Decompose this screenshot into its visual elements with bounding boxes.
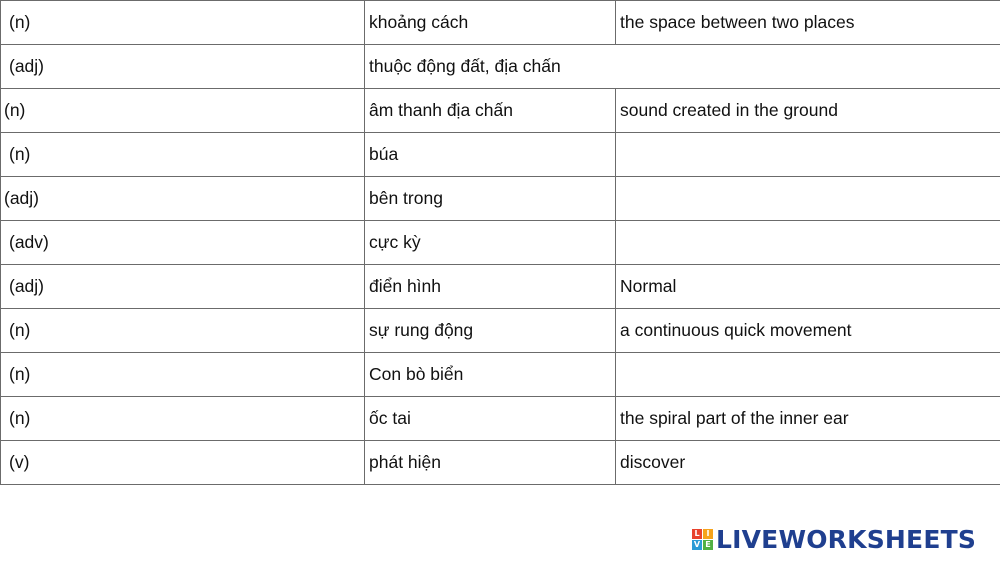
pos-cell: (adv) xyxy=(1,221,365,265)
english-definition-input[interactable]: discover xyxy=(616,441,1000,485)
vietnamese-cell: điển hình xyxy=(365,265,616,309)
vietnamese-cell: khoảng cách xyxy=(365,1,616,45)
liveworksheets-logo[interactable] xyxy=(692,524,976,554)
english-definition-input[interactable] xyxy=(616,133,1000,177)
pos-cell: (n) xyxy=(1,397,365,441)
table-row xyxy=(1,441,1000,485)
english-definition-input[interactable] xyxy=(616,177,1000,221)
pos-cell: (n) xyxy=(1,353,365,397)
english-definition-input[interactable]: Normal xyxy=(616,265,1000,309)
english-definition-input[interactable]: sound created in the ground xyxy=(616,89,1000,133)
english-definition-input[interactable] xyxy=(616,221,1000,265)
vietnamese-cell: ốc tai xyxy=(365,397,616,441)
table-row xyxy=(1,89,1000,133)
pos-cell: (adj) xyxy=(1,45,365,89)
table-row xyxy=(1,177,1000,221)
vietnamese-cell: âm thanh địa chấn xyxy=(365,89,616,133)
pos-cell: (n) xyxy=(1,89,365,133)
pos-cell: (n) xyxy=(1,133,365,177)
pos-cell: (n) xyxy=(1,1,365,45)
vietnamese-cell: Con bò biển xyxy=(365,353,616,397)
pos-cell: (adj) xyxy=(1,265,365,309)
vietnamese-cell: phát hiện xyxy=(365,441,616,485)
liveworksheets-mark-icon xyxy=(692,529,713,550)
table-row xyxy=(1,353,1000,397)
vietnamese-cell: thuộc động đất, địa chấn xyxy=(365,45,1000,89)
pos-cell: (v) xyxy=(1,441,365,485)
logo-wordmark: LIVEWORKSHEETS xyxy=(716,524,977,554)
english-definition-input[interactable]: the spiral part of the inner ear xyxy=(616,397,1000,441)
table-row xyxy=(1,1,1000,45)
english-definition-input[interactable]: a continuous quick movement xyxy=(616,309,1000,353)
table-row xyxy=(1,309,1000,353)
pos-cell: (n) xyxy=(1,309,365,353)
table-row xyxy=(1,45,1000,89)
english-definition-input[interactable]: the space between two places xyxy=(616,1,1000,45)
table-row xyxy=(1,133,1000,177)
vietnamese-cell: bên trong xyxy=(365,177,616,221)
vietnamese-cell: sự rung động xyxy=(365,309,616,353)
table-row xyxy=(1,221,1000,265)
vietnamese-cell: búa xyxy=(365,133,616,177)
vietnamese-cell: cực kỳ xyxy=(365,221,616,265)
table-row xyxy=(1,397,1000,441)
english-definition-input[interactable] xyxy=(616,353,1000,397)
table-row xyxy=(1,265,1000,309)
logo-mark-letter: E xyxy=(703,540,713,550)
logo-mark-letter: I xyxy=(703,529,713,539)
logo-mark-letter: L xyxy=(692,529,702,539)
logo-mark-letter: V xyxy=(693,540,701,549)
pos-cell: (adj) xyxy=(1,177,365,221)
